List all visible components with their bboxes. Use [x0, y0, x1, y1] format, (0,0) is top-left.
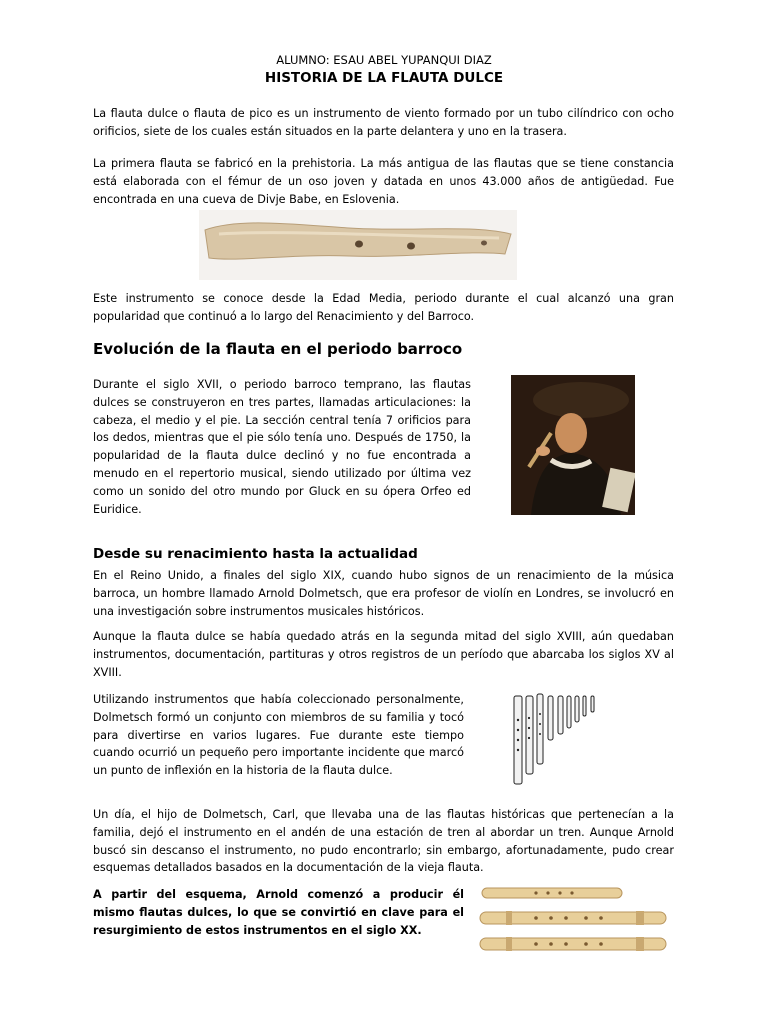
- revival-paragraph-5: A partir del esquema, Arnold comenzó a producir él mismo flautas dulces, lo que se convirtió en clave para el resurgimiento de estos instrumentos en el siglo XX.: [93, 888, 464, 937]
- recorder-family-drawing: [508, 690, 600, 790]
- page-title: HISTORIA DE LA FLAUTA DULCE: [264, 70, 504, 86]
- revival-paragraph-1: En el Reino Unido, a finales del siglo XIX, cuando hubo signos de un renacimiento de la música barroca, un hombre llamado Arnold Dolmetsch, que era profesor de violín en Londres, se involucró en una investigación sobre instrumentos musicales históricos.: [93, 569, 674, 618]
- revival-paragraph-4: Un día, el hijo de Dolmetsch, Carl, que llevaba una de las flautas históricas que pertenecían a la familia, dejó el instrumento en el andén de una estación de tren al abordar un tren. Aunque Arnold buscó sin descanso el instrumento, no pudo encontrarlo; sin embargo, afortunadamente, pudo crear esquemas detallados basados en la documentación de la vieja flauta.: [93, 808, 674, 875]
- student-name: ALUMNO: ESAU ABEL YUPANQUI DIAZ: [276, 53, 492, 67]
- baroque-paragraph: Durante el siglo XVII, o periodo barroco temprano, las flautas dulces se construyeron en tres partes, llamadas articulaciones: la cabeza, el medio y el pie. La sección central tenía 7 orificios para los dedos, mientras que el pie sólo tenía uno. Después de 1750, la popularidad de la flauta dulce declinó y no fue encontrada a menudo en el repertorio musical, siendo utilizado por última vez como un sonido del otro mundo por Gluck en su ópera Orfeo ed Euridice.: [93, 378, 471, 516]
- modern-recorders-image: [476, 882, 674, 958]
- baroque-heading: Evolución de la flauta en el periodo barroco: [93, 340, 463, 358]
- intro-paragraph-3: Este instrumento se conoce desde la Edad Media, periodo durante el cual alcanzó una gran popularidad que continuó a lo largo del Renacimiento y del Barroco.: [93, 292, 674, 323]
- intro-paragraph-1: La flauta dulce o flauta de pico es un instrumento de viento formado por un tubo cilíndrico con ocho orificios, siete de los cuales están situados en la parte delantera y uno en la trasera.: [93, 107, 674, 138]
- intro-paragraph-2: La primera flauta se fabricó en la prehistoria. La más antigua de las flautas que se tiene constancia está elaborada con el fémur de un oso joven y datada en unos 43.000 años de antigüedad. Fue encontrada en una cueva de Divje Babe, en Eslovenia.: [93, 157, 674, 206]
- revival-heading: Desde su renacimiento hasta la actualidad: [93, 546, 418, 562]
- bone-flute-image: [199, 210, 517, 280]
- revival-paragraph-3: Utilizando instrumentos que había coleccionado personalmente, Dolmetsch formó un conjunto con miembros de su familia y tocó para divertirse en varios lugares. Fue durante este tiempo cuando ocurrió un pequeño pero importante incidente que marcó un punto de inflexión en la historia de la flauta dulce.: [93, 693, 464, 778]
- flutist-painting-image: [511, 375, 635, 515]
- revival-paragraph-2: Aunque la flauta dulce se había quedado atrás en la segunda mitad del siglo XVIII, aún quedaban instrumentos, documentación, partituras y otros registros de un período que abarcaba los siglos XV al XVIII.: [93, 630, 674, 679]
